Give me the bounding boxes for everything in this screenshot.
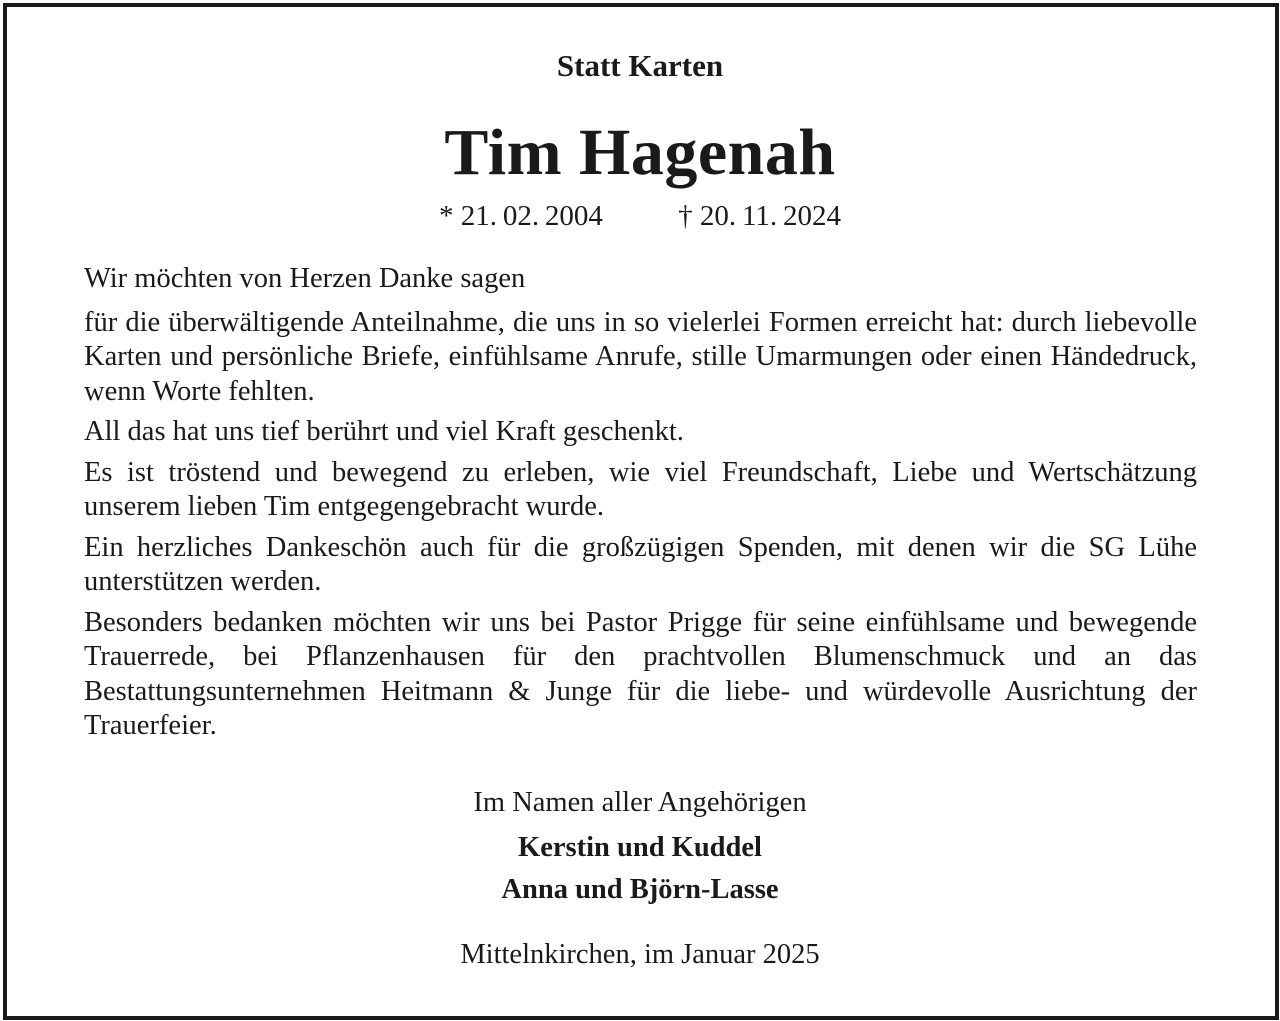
deceased-name: Tim Hagenah [444, 116, 836, 189]
place-date-line: Mittelnkirchen, im Januar 2025 [460, 939, 820, 970]
paragraph-sympathy: für die überwältigende Anteilnahme, die uns in so vielerlei Formen erreicht hat: durch liebevolle Karten und persönliche Briefe, einfühlsame Anrufe, stille Umarmungen oder einen Händedruck, wenn Worte fehlten. [84, 306, 1197, 407]
paragraph-strength: All das hat uns tief berührt und viel Kraft geschenkt. [84, 416, 684, 447]
life-dates [0, 198, 1280, 234]
paragraph-special-thanks: Besonders bedanken möchten wir uns bei Pastor Prigge für seine einfühlsame und bewegende Trauerrede, bei Pflanzenhausen für den prachtvollen Blumenschmuck und an das Bestattungsunternehmen Heitmann & Junge für die liebe- und würdevolle Ausrichtung der Trauerfeier. [84, 606, 1197, 741]
thank-you-text [84, 262, 1197, 750]
death-date: † 20. 11. 2024 [678, 200, 841, 232]
signers-line-2: Anna und Björn-Lasse [501, 874, 779, 905]
notice-header: Statt Karten [556, 48, 724, 83]
birth-date: * 21. 02. 2004 [439, 200, 603, 232]
paragraph-friendship: Es ist tröstend und bewegend zu erleben, wie viel Freundschaft, Liebe und Wertschätzung unserem lieben Tim entgegengebracht wurde. [84, 456, 1197, 522]
signers-line-1: Kerstin und Kuddel [518, 832, 762, 863]
on-behalf-line: Im Namen aller Angehörigen [473, 787, 807, 818]
intro-line: Wir möchten von Herzen Danke sagen [84, 263, 526, 294]
paragraph-donations: Ein herzliches Dankeschön auch für die großzügigen Spenden, mit denen wir die SG Lühe unterstützen werden. [84, 531, 1197, 597]
